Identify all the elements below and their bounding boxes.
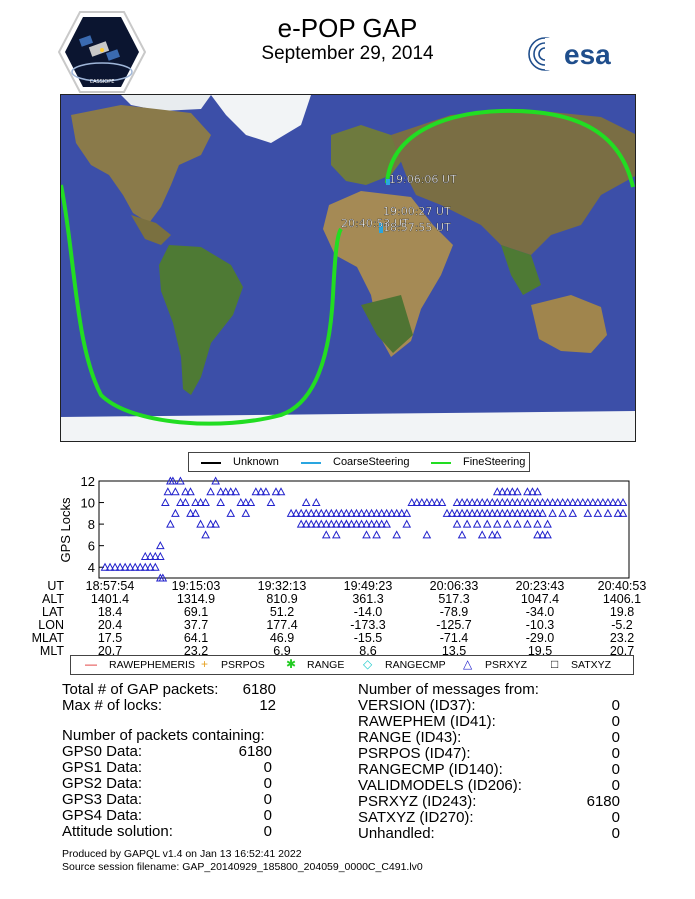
- psrxyz-point: [383, 521, 390, 528]
- max-locks-value: 12: [259, 697, 276, 714]
- messages-row-label: PSRXYZ (ID243):: [358, 793, 477, 810]
- page-subtitle: September 29, 2014: [261, 43, 434, 64]
- messages-row-label: Unhandled:: [358, 825, 435, 842]
- world-map: [60, 94, 636, 442]
- packets-row-label: GPS1 Data:: [62, 759, 143, 776]
- range-icon: ✱: [286, 657, 297, 671]
- y-axis-label: GPS Locks: [58, 497, 73, 563]
- plot-frame: [99, 481, 629, 578]
- orbit-cell: 19.8: [609, 605, 635, 619]
- orbit-cell: 23.2: [609, 631, 635, 645]
- messages-row-value: 0: [611, 825, 620, 842]
- footer-source-file: Source session filename: GAP_20140929_185800_204059_0000C_C491.lv0: [62, 861, 423, 873]
- psrxyz-point: [534, 521, 541, 528]
- mission-logo: [58, 10, 146, 94]
- psrxyz-point: [167, 521, 174, 528]
- orbit-cell: -14.0: [353, 605, 383, 619]
- orbit-cell: 19:32:13: [257, 579, 307, 593]
- orbit-cell: 19:15:03: [171, 579, 221, 593]
- packets-row-value: 0: [263, 759, 272, 776]
- messages-row-label: RAWEPHEM (ID41):: [358, 713, 496, 730]
- legend-psrpos: PSRPOS: [221, 659, 265, 671]
- orbit-row-label: MLT: [39, 644, 64, 658]
- psrxyz-point: [393, 531, 400, 538]
- psrxyz-point: [539, 510, 546, 516]
- psrxyz-point: [303, 499, 310, 506]
- psrxyz-point: [363, 531, 370, 538]
- messages-header: Number of messages from:: [358, 681, 539, 698]
- world-map-svg: [61, 95, 636, 442]
- legend-line-fine: [431, 462, 451, 464]
- legend-label-fine: FineSteering: [463, 456, 526, 468]
- psrxyz-point: [278, 488, 285, 495]
- psrxyz-point: [484, 521, 491, 528]
- legend-label-unknown: Unknown: [233, 456, 279, 468]
- packets-row-value: 0: [263, 823, 272, 840]
- psrxyz-point: [172, 510, 179, 516]
- orbit-cell: -29.0: [525, 631, 555, 645]
- orbit-cell: 6.9: [273, 644, 291, 658]
- packets-row-value: 6180: [238, 743, 272, 760]
- packets-row-label: GPS4 Data:: [62, 807, 143, 824]
- messages-row-label: VALIDMODELS (ID206):: [358, 777, 522, 794]
- psrxyz-point: [212, 521, 219, 528]
- messages-row-label: VERSION (ID37):: [358, 697, 476, 714]
- orbit-cell: 13.5: [441, 644, 467, 658]
- orbit-cell: 517.3: [438, 592, 470, 606]
- orbit-row-label: MLAT: [31, 631, 64, 645]
- orbit-cell: 1406.1: [602, 592, 642, 606]
- messages-row-value: 0: [611, 745, 620, 762]
- messages-row-label: PSRPOS (ID47):: [358, 745, 471, 762]
- orbit-cell: 51.2: [269, 605, 295, 619]
- psrxyz-point: [620, 499, 627, 506]
- rawephemeris-icon: —: [85, 657, 97, 671]
- packets-row-label: GPS2 Data:: [62, 775, 143, 792]
- psrxyz-point: [494, 521, 501, 528]
- orbit-cell: -78.9: [439, 605, 469, 619]
- messages-row-label: RANGECMP (ID140):: [358, 761, 503, 778]
- psrxyz-point: [177, 499, 184, 506]
- psrxyz-point: [182, 488, 189, 495]
- psrxyz-point: [373, 531, 380, 538]
- psrxyz-point: [217, 499, 224, 506]
- orbit-row-label: LAT: [42, 605, 64, 619]
- psrxyz-point: [157, 542, 164, 549]
- psrxyz-icon: △: [463, 657, 473, 671]
- messages-row-value: 0: [611, 729, 620, 746]
- messages-row-value: 0: [611, 809, 620, 826]
- psrxyz-point: [514, 488, 521, 495]
- packets-header: Number of packets containing:: [62, 727, 265, 744]
- legend-rangecmp: RANGECMP: [385, 659, 446, 671]
- packets-row-value: 0: [263, 775, 272, 792]
- esa-logo: [526, 34, 636, 74]
- psrxyz-point: [152, 564, 159, 571]
- psrxyz-point: [172, 488, 179, 495]
- psrxyz-point: [262, 488, 269, 495]
- psrxyz-point: [403, 510, 410, 516]
- orbit-cell: 23.2: [183, 644, 209, 658]
- psrxyz-point: [514, 521, 521, 528]
- legend-rawephemeris: RAWEPHEMERIS: [109, 659, 195, 671]
- orbit-cell: 37.7: [183, 618, 209, 632]
- psrxyz-point: [343, 521, 350, 528]
- legend-line-unknown: [201, 462, 221, 464]
- psrxyz-point: [423, 531, 430, 538]
- orbit-cell: 17.5: [97, 631, 123, 645]
- psrxyz-point: [544, 531, 551, 538]
- orbit-cell: 18:57:54: [85, 579, 135, 593]
- messages-row-value: 6180: [586, 793, 620, 810]
- esa-logo-text: esa: [564, 39, 611, 70]
- orbit-cell: 20:06:33: [429, 579, 479, 593]
- messages-row-label: SATXYZ (ID270):: [358, 809, 474, 826]
- packets-row-label: GPS3 Data:: [62, 791, 143, 808]
- mission-logo-text: CASSIOPE: [89, 79, 115, 85]
- orbit-cell: 361.3: [352, 592, 384, 606]
- orbit-cell: -173.3: [350, 618, 386, 632]
- orbit-cell: 18.4: [97, 605, 123, 619]
- orbit-cell: -5.2: [611, 618, 633, 632]
- orbit-cell: 810.9: [266, 592, 298, 606]
- orbit-cell: 8.6: [359, 644, 377, 658]
- data-marks: [102, 478, 627, 582]
- y-tick-label: 12: [80, 476, 95, 489]
- psrxyz-point: [584, 510, 591, 516]
- psrxyz-point: [494, 531, 501, 538]
- orbit-row-label: UT: [47, 579, 64, 593]
- legend-label-coarse: CoarseSteering: [333, 456, 410, 468]
- psrxyz-point: [192, 510, 199, 516]
- footer-produced-by: Produced by GAPQL v1.4 on Jan 13 16:52:41 2022: [62, 848, 302, 860]
- psrxyz-point: [549, 510, 556, 516]
- orbit-cell: 19.5: [527, 644, 553, 658]
- orbit-cell: -125.7: [436, 618, 472, 632]
- messages-row-value: 0: [611, 713, 620, 730]
- packets-row-label: Attitude solution:: [62, 823, 173, 840]
- psrxyz-point: [333, 531, 340, 538]
- psrxyz-point: [544, 521, 551, 528]
- legend-line-coarse: [301, 462, 321, 464]
- track-legend: [188, 452, 530, 472]
- messages-row-value: 0: [611, 777, 620, 794]
- legend-range: RANGE: [307, 659, 345, 671]
- orbit-cell: 20.7: [97, 644, 123, 658]
- psrxyz-point: [604, 510, 611, 516]
- orbit-cell: 64.1: [183, 631, 209, 645]
- psrxyz-point: [323, 531, 330, 538]
- orbit-cell: -71.4: [439, 631, 469, 645]
- packets-row-value: 0: [263, 807, 272, 824]
- psrxyz-point: [438, 499, 445, 506]
- psrxyz-point: [232, 488, 239, 495]
- total-packets-value: 6180: [242, 681, 276, 698]
- psrxyz-point: [620, 510, 627, 516]
- page-title: e-POP GAP: [277, 13, 418, 43]
- track-label-2: 19:00:27 UT: [383, 205, 451, 218]
- orbit-cell: 20:23:43: [515, 579, 565, 593]
- psrxyz-point: [594, 510, 601, 516]
- orbit-cell: -34.0: [525, 605, 555, 619]
- orbit-cell: 1401.4: [90, 592, 130, 606]
- messages-row-value: 0: [611, 697, 620, 714]
- orbit-row-label: ALT: [42, 592, 64, 606]
- psrxyz-point: [202, 531, 209, 538]
- packets-row-value: 0: [263, 791, 272, 808]
- track-label-3: 20:40:53 UT: [341, 217, 409, 230]
- orbit-cell: 69.1: [183, 605, 209, 619]
- psrxyz-point: [247, 499, 254, 506]
- psrxyz-point: [534, 488, 541, 495]
- y-tick-label: 6: [87, 538, 95, 554]
- orbit-cell: 1047.4: [520, 592, 560, 606]
- orbit-cell: 20.4: [97, 618, 123, 632]
- psrxyz-point: [267, 499, 274, 506]
- psrxyz-point: [459, 531, 466, 538]
- psrxyz-point: [464, 521, 471, 528]
- orbit-cell: 20.7: [609, 644, 635, 658]
- y-tick-label: 10: [80, 495, 95, 511]
- orbit-cell: 20:40:53: [597, 579, 647, 593]
- psrxyz-point: [197, 521, 204, 528]
- psrxyz-point: [162, 499, 169, 506]
- orbit-cell: -10.3: [525, 618, 555, 632]
- psrxyz-point: [207, 488, 214, 495]
- y-tick-label: 4: [87, 560, 95, 576]
- psrxyz-point: [227, 510, 234, 516]
- psrpos-icon: +: [201, 657, 209, 671]
- messages-row-value: 0: [611, 761, 620, 778]
- track-label-1: 19:06:06 UT: [389, 173, 457, 186]
- legend-psrxyz: PSRXYZ: [485, 659, 528, 671]
- packet-type-legend: [70, 655, 634, 675]
- max-locks-label: Max # of locks:: [62, 697, 163, 714]
- psrxyz-point: [569, 510, 576, 516]
- psrxyz-point: [164, 488, 171, 495]
- messages-row-label: RANGE (ID43):: [358, 729, 462, 746]
- psrxyz-point: [202, 499, 209, 506]
- y-ticks: [81, 476, 104, 575]
- orbit-cell: 177.4: [266, 618, 298, 632]
- gps-locks-chart: [0, 476, 695, 586]
- psrxyz-point: [242, 510, 249, 516]
- psrxyz-point: [474, 521, 481, 528]
- packets-row-label: GPS0 Data:: [62, 743, 143, 760]
- psrxyz-point: [454, 521, 461, 528]
- psrxyz-point: [559, 510, 566, 516]
- orbit-row-label: LON: [38, 618, 64, 632]
- y-tick-label: 8: [87, 517, 95, 533]
- orbit-cell: 46.9: [269, 631, 295, 645]
- legend-satxyz: SATXYZ: [571, 659, 612, 671]
- psrxyz-point: [313, 499, 320, 506]
- psrxyz-point: [479, 531, 486, 538]
- orbit-cell: -15.5: [353, 631, 383, 645]
- orbit-cell: 19:49:23: [343, 579, 393, 593]
- satxyz-icon: □: [551, 657, 559, 671]
- psrxyz-point: [524, 521, 531, 528]
- total-packets-label: Total # of GAP packets:: [62, 681, 219, 698]
- rangecmp-icon: ◇: [363, 657, 373, 671]
- psrxyz-point: [504, 521, 511, 528]
- track-label-4: 18:57:55 UT: [383, 221, 451, 234]
- orbit-cell: 1314.9: [176, 592, 216, 606]
- psrxyz-point: [157, 553, 164, 560]
- psrxyz-point: [403, 521, 410, 528]
